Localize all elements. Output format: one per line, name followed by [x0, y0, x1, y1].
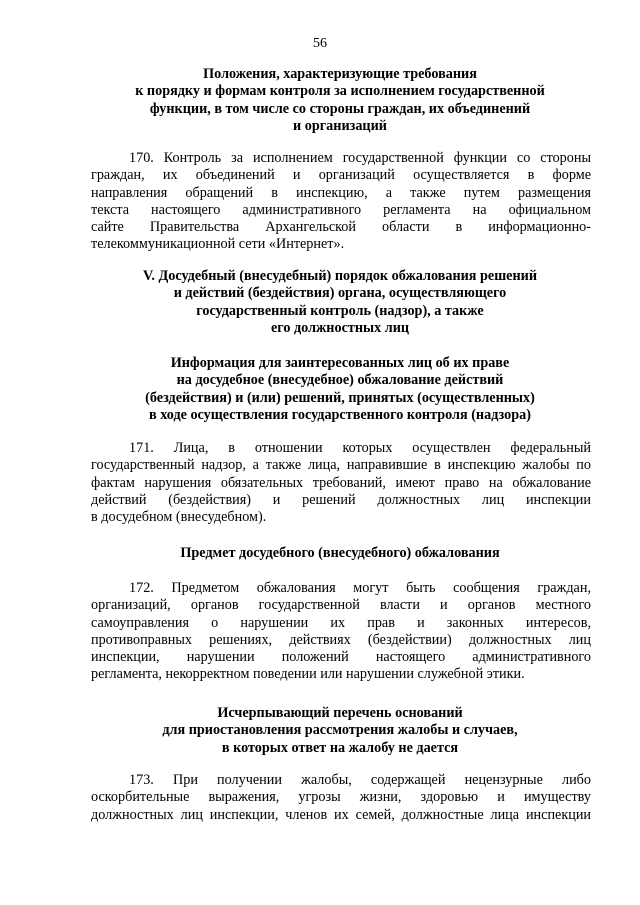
paragraph-173	[91, 772, 591, 824]
heading-line: и организаций	[293, 117, 387, 134]
heading-line: государственный контроль (надзор), а также	[196, 302, 484, 319]
heading-line: Информация для заинтересованных лиц об их праве	[170, 355, 510, 371]
paragraph-line: оскорбительные выражения, угрозы жизни, здоровью и имуществу	[91, 789, 591, 806]
heading-line: (бездействия) и (или) решений, принятых (осуществленных)	[145, 389, 535, 406]
paragraph-line: 170. Контроль за исполнением государственной функции со стороны	[129, 150, 591, 166]
heading-line: функции, в том числе со стороны граждан, их объединений	[149, 100, 531, 117]
paragraph-172	[91, 580, 591, 684]
paragraph-line: 172. Предметом обжалования могут быть сообщения граждан,	[129, 580, 591, 596]
paragraph-line: регламента, некорректном поведении или нарушении служебной этики.	[91, 666, 525, 683]
heading-section-v	[90, 268, 590, 337]
paragraph-line: телекоммуникационной сети «Интернет».	[91, 236, 345, 253]
paragraph-line: 171. Лица, в отношении которых осуществлен федеральный	[129, 440, 591, 456]
heading-line: Исчерпывающий перечень оснований	[217, 705, 463, 721]
heading-line: для приостановления рассмотрения жалобы и случаев,	[162, 722, 518, 739]
paragraph-line: инспекции, нарушении положений настоящего административного	[91, 649, 591, 666]
paragraph-line: должностных лиц инспекции, членов их семей, должностные лица инспекции	[91, 806, 591, 823]
heading-line: и действий (бездействия) органа, осуществляющего	[173, 285, 507, 302]
paragraph-line: граждан, их объединений и организаций осуществляется в форме	[91, 167, 591, 184]
paragraph-line: направления обращений в инспекцию, а также путем размещения	[91, 184, 591, 201]
paragraph-line: сайте Правительства Архангельской области в информационно-	[91, 219, 591, 236]
paragraph-line: 173. При получении жалобы, содержащей нецензурные либо	[129, 772, 591, 788]
paragraph-line: самоуправления о нарушении их прав и законных интересов,	[91, 614, 591, 631]
heading-line: на досудебное (внесудебное) обжалование действий	[176, 372, 504, 389]
heading-line: в которых ответ на жалобу не дается	[221, 739, 459, 756]
paragraph-171	[91, 440, 591, 526]
paragraph-line: организаций, органов государственной власти и органов местного	[91, 597, 591, 614]
paragraph-line: противоправных решениях, действиях (бездействии) должностных лиц	[91, 631, 591, 648]
heading-line: в ходе осуществления государственного контроля (надзора)	[149, 406, 531, 423]
page-number: 56	[313, 36, 327, 51]
heading-appeal-subject	[90, 545, 590, 562]
paragraph-170	[91, 150, 591, 254]
heading-control-requirements	[90, 66, 590, 135]
paragraph-line: фактам нарушения обязательных требований, имеют право на обжалование	[91, 474, 591, 491]
paragraph-line: действий (бездействия) и решений должностных лиц инспекции	[91, 491, 591, 508]
paragraph-line: государственный надзор, а также лица, направившие в инспекцию жалобы по	[91, 457, 591, 474]
heading-line: к порядку и формам контроля за исполнением государственной	[135, 83, 545, 100]
heading-line: Положения, характеризующие требования	[203, 66, 477, 82]
heading-line: его должностных лиц	[270, 319, 410, 336]
paragraph-line: текста настоящего административного регламента на официальном	[91, 201, 591, 218]
heading-line: V. Досудебный (внесудебный) порядок обжалования решений	[143, 268, 537, 284]
heading-line: Предмет досудебного (внесудебного) обжалования	[180, 545, 500, 561]
heading-information-rights	[90, 355, 590, 424]
paragraph-line: в досудебном (внесудебном).	[91, 509, 267, 526]
heading-suspension-grounds	[90, 705, 590, 757]
